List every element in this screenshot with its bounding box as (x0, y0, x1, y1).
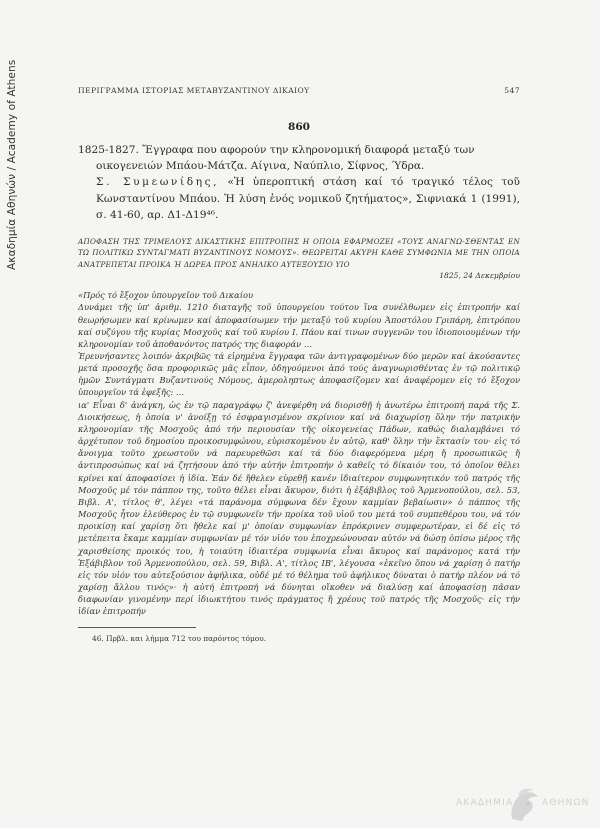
document-date: 1825, 24 Δεκεμβρίου (439, 271, 520, 281)
bibliography-author: Σ. Συμεωνίδης, (96, 176, 220, 189)
bibliography-reference: «Ἡ ὑπεροπτική στάση καί τό τραγικό τέλος τοῦ Κωνσταντίνου Μπάου. Ἡ λύση ἑνός νομικοῦ ζητήματος», Σιφνιακά 1 (1991), σ. 41-60, αρ. Δ1-Δ19⁴⁶. (96, 176, 520, 221)
footnote: 46. Πρβλ. και λήμμα 712 του παρόντος τόμου. (92, 634, 267, 644)
entry-heading-line2: οικογενειών Μπάου-Μάτζα. Αίγινα, Ναύπλιο, Σίφνος, Ύδρα. (96, 160, 425, 173)
page-content (78, 86, 520, 643)
document-title: ΑΠΟΦΑΣΗ ΤΗΣ ΤΡΙΜΕΛΟΥΣ ΔΙΚΑΣΤΙΚΗΣ ΕΠΙΤΡΟΠΗΣ Η ΟΠΟΙΑ ΕΦΑΡΜΟΖΕΙ «ΤΟΥΣ ΑΝΑΓΝΩ-ΣΘΕΝΤΑΣ ΕΝ ΤΩ ΠΟΛΙΤΙΚΩ ΣΥΝΤΑΓΜΑΤΙ ΒΥΖΑΝΤΙΝΟΥΣ ΝΟΜΟΥΣ». ΘΕΩΡΕΙΤΑΙ ΑΚΥΡΗ ΚΑΘΕ ΣΥΜΦΩΝΙΑ ΜΕ ΤΗΝ ΟΠΟΙΑ ΑΝΑΤΡΕΠΕΤΑΙ ΠΡΟΙΚΑ Ή ΔΩΡΕΑ ΠΡΟΣ ΑΝΗΛΙΚΟ ΑΥΤΕΞΟΥΣΙΟ ΥΙΟ (78, 237, 520, 269)
academy-logo (456, 793, 596, 819)
page-number: 547 (504, 86, 520, 95)
salutation: «Πρός τό ἔξοχον ὑπουργεῖον τοῦ Δικαίου (78, 290, 254, 301)
body-paragraph-1: Δυνάμει τῆς ὑπ' ἀριθμ. 1210 διαταγῆς τοῦ ὑπουργείου τούτου ἵνα συνέλθωμεν εἰς ἐπιτροπήν καί θεωρήσωμεν καί κρίνωμεν καί ἀποφασίσωμεν τήν μεταξύ τοῦ κυρίου Ἀποστόλου Γριπάρη, ἐπιτρόπου καί συζύγου τῆς κυρίας Μοσχοῦς καί τοῦ κυρίου Ι. Πάου καί τινων συγγενῶν του ἰδιοποιουμένων τήν κληρονομίαν τοῦ ἀποθανόντος πατρός της διαφοράν … (78, 302, 520, 349)
athena-head-icon (506, 787, 544, 823)
bibliography (78, 174, 520, 223)
running-header (78, 86, 520, 95)
logo-text-right: ΑΘΗΝΩΝ (542, 798, 590, 808)
body-paragraph-3: ια' Εἶναι δ' ἀνάγκη, ὡς ἐν τῷ παραγράφῳ ζ' ἀνεφέρθη νά διορισθῇ ἡ ἀνωτέρω ἐπιτροπή παρά τῆς Σ. Διοικήσεως, ἡ ὁποία ν' ἀνοίξῃ τό ἐσφραγισμένον σκρίνιον καί νά διαχωρίσῃ ὅλην τήν πατρικήν κληρονομίαν τῆς Μοσχοῦς ἀπό τήν περιουσίαν τῆς οἰκογενείας Πάδων, καθώς διαλαμβάνει τό ἀρχέτυπον τοῦ δημοσίου προικοσυμφώνου, εὑρισκομένου ἐν αὐτῷ, καθ' ὅλην τήν ἔκτασίν του· εἰς τό ἄνοιγμα τοῦτο χρεωστοῦν νά παρευρεθῶσι καί τά δύο διαφερόμενα μέρη ἤ προσωπικῶς ἤ ἀντιπροσώπως καί νά ζητήσουν ἀπό τήν αὐτήν ἐπιτροπήν ὁ καθεῖς τό δίκαιόν του, τό ὁποῖον θέλει κρίνει καί ἀποφασίσει ἡ ἰδία. Ἐάν δέ ἤθελεν εὑρεθῇ κανέν ἰδιαίτερον συμφωνητικόν τοῦ πατρός τῆς Μοσχοῦς μέ τόν πάππον της, τοῦτο θέλει εἶναι ἄκυρον, διότι ἡ ἐξάβιβλος τοῦ Ἁρμενοπούλου, σελ. 53, Βιβλ. Α', τίτλος θ', λέγει «τά παράνομα σύμφωνα δέν ἔχουν καμμίαν βεβαίωσιν» ὁ πάππος τῆς Μοσχοῦς ἦτον ἐλεύθερος ἐν τῷ συμφωνεῖν τήν προίκα τοῦ υἱοῦ του μετά τοῦ συμπεθέρου του, νά τόν προικίσῃ καί χαρίσῃ ὅτι ἤθελε καί μ' ὁποίαν συμφωνίαν ἐπρόκρινεν συμφερωτέραν, εἰ δέ εἰς τό μετέπειτα ἔκαμε καμμίαν συμφωνίαν μέ τόν υἱόν του ἐποχρεώνουσαν αὐτόν νά δώσῃ ὀπίσω μέρος τῆς χαρισθείσης προικός του, ἡ τοιαύτη ἰδιαιτέρα συμφωνία εἶναι ἄκυρος καί παράνομος κατά τήν Ἑξάβιβλον τοῦ Ἁρμενοπούλου, σελ. 59, Βιβλ. Α', τίτλος ΙΒ', λέγουσα «ἐκεῖνο ὅπου νά χαρίσῃ ὁ πατήρ εἰς τόν υἱόν του αὐτεξούσιον ἀφήλικα, οὐδέ μέ τό θέλημα τοῦ ἀφήλικος δύναται ὁ πατήρ πλέον νά τό χαρίσῃ ἄλλου τινός»· ἡ αὐτή ἐπιτροπή νά δύνηται οἴκοθεν νά διαλύσῃ καί ἀποφασίσῃ πᾶσαν διαφωνίαν γινομένην περί ἰδιωκτήτου τινός πράγματος ἤ χρέους τοῦ πατρός τῆς Μοσχοῦς· εἰς τήν ἰδίαν ἐπιτροπήν (78, 399, 520, 617)
running-title: ΠΕΡΙΓΡΑΜΜΑ ΙΣΤΟΡΙΑΣ ΜΕΤΑΒΥΖΑΝΤΙΝΟΥ ΔΙΚΑΙΟΥ (78, 86, 310, 95)
entry-number: 860 (288, 121, 310, 133)
body-paragraph-2: Ἐρευνήσαντες λοιπόν ἀκριβῶς τά εἰρημένα ἔγγραφα τῶν ἀντιγραφομένων δύο μερῶν καί ἀκούσαντες μετά προσοχῆς ὅσα προφορικῶς μᾶς εἶπον, ὁδηγούμενοι ἀπό τούς ἀναγνωρισθέντας ἐν τῷ πολιτικῷ ἡμῶν Συντάγματι Βυζαντινούς Νόμους, ἀμεροληπτως ἀποφασίζομεν καί ἀναφέρομεν εἰς τό ἔξοχον ὑπουργεῖον τά ἑφεξῆς: … (78, 351, 520, 398)
footnote-rule (78, 627, 196, 628)
logo-text-left: ΑΚΑΔΗΜΙΑ (456, 798, 514, 808)
document-body (78, 289, 520, 617)
archive-watermark: Ακαδημία Αθηνών / Academy of Athens (6, 59, 18, 270)
entry-heading (78, 142, 520, 174)
entry-heading-line1: 1825-1827. Ἔγγραφα που αφορούν την κληρονομική διαφορά μεταξύ των (78, 144, 475, 156)
